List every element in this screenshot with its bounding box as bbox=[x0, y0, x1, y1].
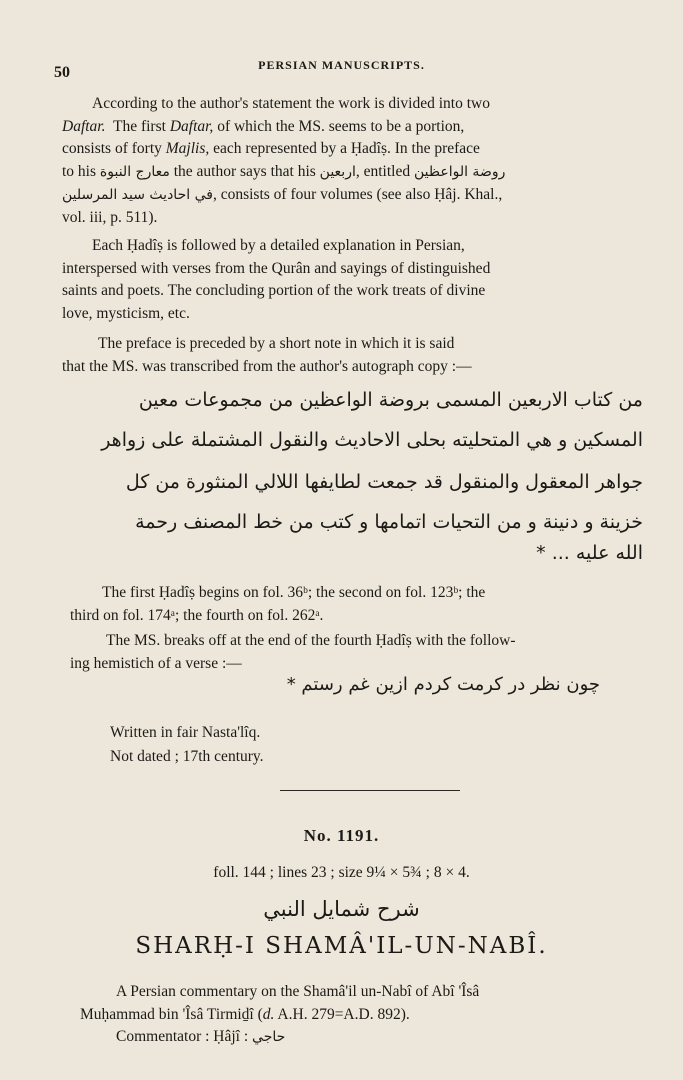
p1-l2a: Daftar. bbox=[62, 117, 106, 135]
p1-l2b: The first bbox=[112, 117, 166, 135]
p2-line-2 bbox=[62, 258, 627, 281]
p2-line-4 bbox=[62, 303, 627, 326]
p4-line-2 bbox=[70, 605, 635, 628]
p1-line-4 bbox=[62, 161, 627, 184]
hemistich-verse: چون نظر در کرمت کردم ازین غم رستم * bbox=[286, 674, 600, 695]
p5-line-1 bbox=[70, 630, 635, 653]
p1-l5a: في احاديث سيد المرسلين bbox=[62, 186, 213, 203]
p1-line-3 bbox=[62, 138, 627, 161]
p2-l2: interspersed with verses from the Qurân and sayings of distinguished bbox=[62, 259, 491, 277]
p1-line-2 bbox=[62, 116, 627, 139]
p6-l2a: Muḥammad bin 'Îsâ Tirmiḏî ( bbox=[80, 1005, 263, 1023]
p1-l4e: , entitled bbox=[355, 163, 411, 181]
p1-l4d: اربعين bbox=[319, 164, 356, 181]
arabic-line-1: من كتاب الاربعين المسمى بروضة الواعظين من مجموعات معين bbox=[138, 389, 643, 411]
entry-arabic-title: شرح شمايل النبي bbox=[263, 897, 420, 921]
paragraph-5 bbox=[70, 630, 635, 675]
entry-title: SHARḤ-I SHAMÂ'IL-UN-NABÎ. bbox=[135, 933, 548, 959]
p2-l4: love, mysticism, etc. bbox=[62, 305, 190, 323]
p3-l2: that the MS. was transcribed from the author's autograph copy :— bbox=[62, 357, 472, 375]
entry-collation: foll. 144 ; lines 23 ; size 9¼ × 5¾ ; 8 × 4. bbox=[213, 864, 470, 881]
p1-l6: vol. iii, p. 511). bbox=[62, 208, 158, 226]
p5-l2: ing hemistich of a verse :— bbox=[70, 654, 242, 672]
paragraph-1 bbox=[62, 93, 627, 229]
p6-line-2 bbox=[80, 1004, 645, 1027]
p1-l4b: معارج النبوة bbox=[99, 164, 170, 181]
script-note: Written in fair Nasta'lîq. bbox=[110, 724, 261, 741]
p3-line-2 bbox=[62, 356, 627, 379]
p1-l4c: the author says that his bbox=[173, 163, 316, 181]
p4-l2: third on fol. 174ᵃ; the fourth on fol. 262ᵃ. bbox=[70, 606, 324, 624]
arabic-line-4: خزينة و دنينة و من التحيات اتمامها و كتب من خط المصنف رحمة bbox=[135, 511, 643, 533]
section-divider bbox=[280, 790, 460, 791]
p6-l1: A Persian commentary on the Shamâ'il un-Nabî of Abî 'Îsâ bbox=[116, 983, 480, 1000]
p6-line-3 bbox=[80, 1026, 645, 1049]
p5-l1: The MS. breaks off at the end of the fourth Ḥadîṣ with the follow- bbox=[106, 632, 516, 649]
p1-line-5 bbox=[62, 184, 627, 207]
arabic-line-3: جواهر المعقول والمنقول قد جمعت لطايفها اللالي المنثورة من كل bbox=[125, 471, 643, 493]
p1-l5b: , consists of four volumes (see also Ḥâj. Khal., bbox=[212, 185, 503, 203]
date-note: Not dated ; 17th century. bbox=[110, 748, 264, 765]
p1-line-1 bbox=[62, 93, 627, 116]
p1-l2c: Daftar, bbox=[169, 117, 214, 135]
p1-l1-text: According to the author's statement the work is divided into two bbox=[92, 95, 490, 112]
p6-l2b: d. bbox=[262, 1005, 275, 1023]
paragraph-6 bbox=[80, 981, 645, 1049]
p1-l4a: to his bbox=[62, 163, 97, 181]
p2-line-1 bbox=[62, 235, 627, 258]
p3-l1: The preface is preceded by a short note in which it is said bbox=[98, 335, 455, 352]
p1-l3c: each represented by a Ḥadîṣ. In the preface bbox=[213, 140, 480, 158]
p6-l2c: A.H. 279=A.D. 892). bbox=[274, 1005, 410, 1023]
p4-line-1 bbox=[70, 582, 635, 605]
arabic-line-5: الله عليه ... * bbox=[536, 542, 643, 564]
arabic-line-2: المسكين و هي المتحليته بحلى الاحاديث والنقول المشتملة على زواهر bbox=[101, 429, 643, 451]
p1-line-6 bbox=[62, 207, 627, 230]
entry-number: No. 1191. bbox=[303, 826, 380, 845]
p2-l1: Each Ḥadîṣ is followed by a detailed explanation in Persian, bbox=[92, 237, 465, 254]
p6-l3a: Commentator : Ḥâjî : bbox=[116, 1028, 249, 1046]
p5-line-2 bbox=[70, 653, 635, 676]
paragraph-3 bbox=[62, 333, 627, 378]
paragraph-2 bbox=[62, 235, 627, 326]
p6-line-1 bbox=[80, 981, 645, 1004]
p2-line-3 bbox=[62, 280, 627, 303]
p4-l1: The first Ḥadîṣ begins on fol. 36ᵇ; the second on fol. 123ᵇ; the bbox=[102, 584, 486, 601]
running-head: PERSIAN MANUSCRIPTS. bbox=[258, 58, 425, 72]
p3-line-1 bbox=[62, 333, 627, 356]
p1-l2d: of which the MS. seems to be a portion, bbox=[217, 117, 465, 135]
p1-l3b: Majlis, bbox=[165, 140, 210, 158]
page-number: 50 bbox=[54, 64, 70, 81]
p1-l4f: روضة الواعظين bbox=[413, 164, 506, 181]
p1-l3a: consists of forty bbox=[62, 140, 162, 158]
p6-l3b: حاجي bbox=[252, 1029, 286, 1046]
paragraph-4 bbox=[70, 582, 635, 627]
p2-l3: saints and poets. The concluding portion of the work treats of divine bbox=[62, 282, 486, 300]
